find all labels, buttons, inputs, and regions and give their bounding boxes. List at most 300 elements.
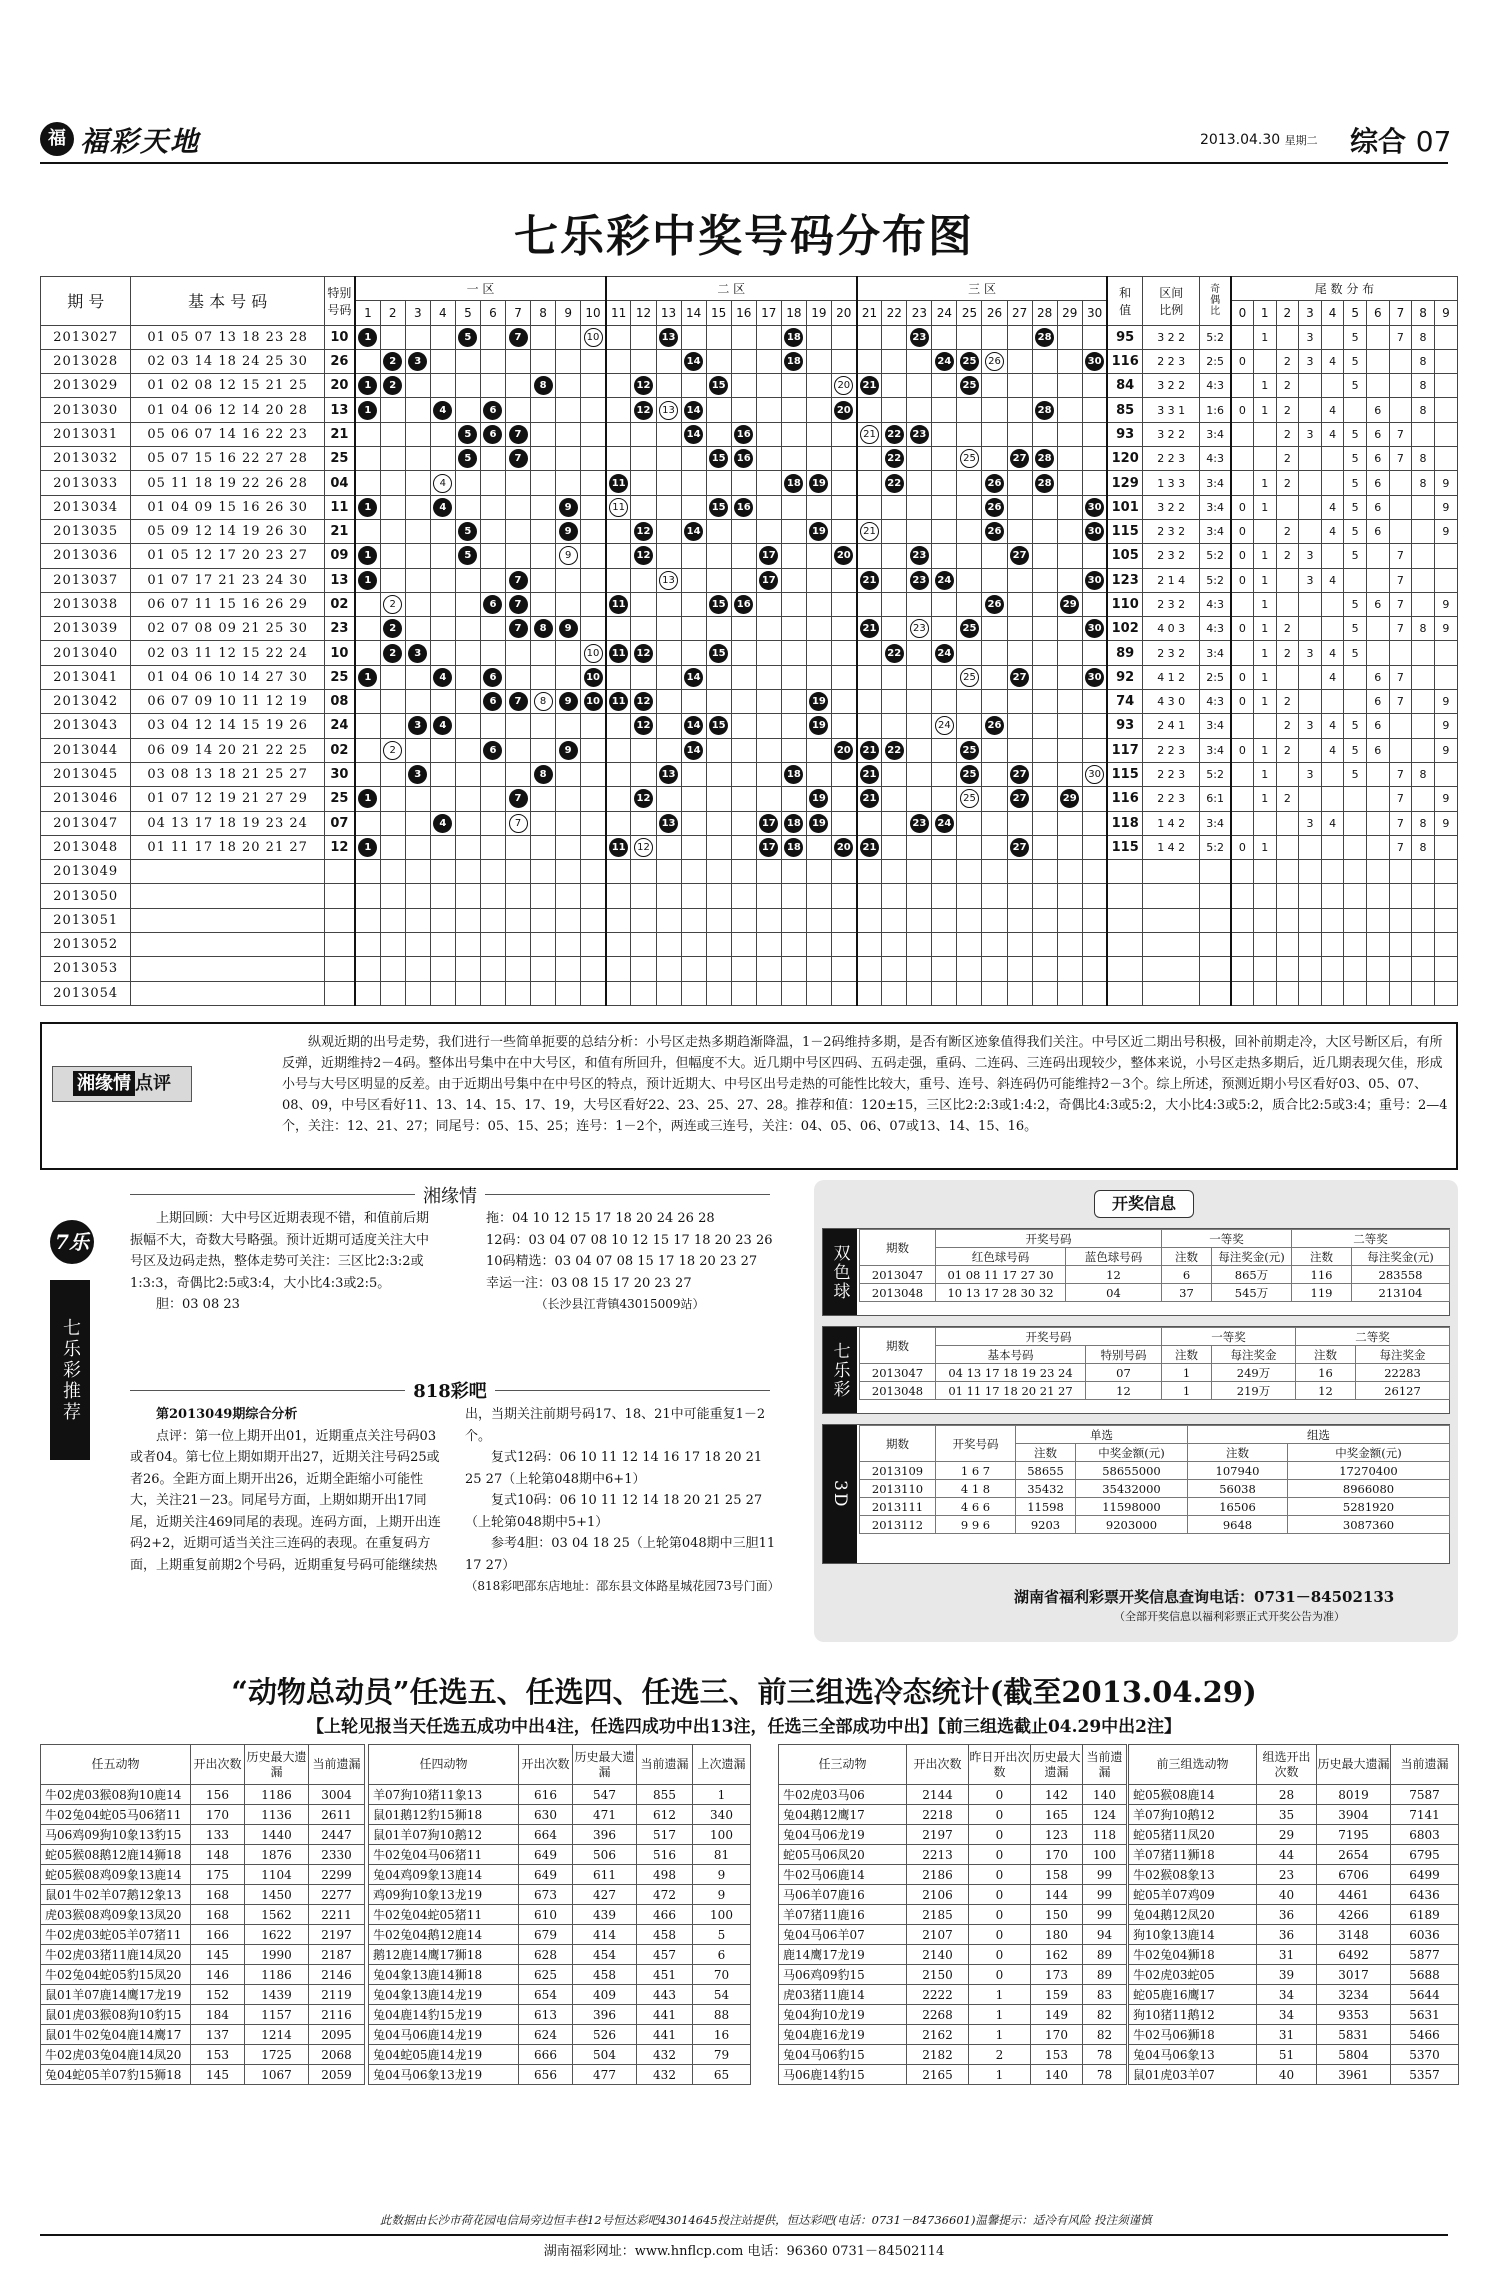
- drawn-ball: 25: [960, 352, 979, 371]
- cold-value: 99: [1083, 1865, 1127, 1885]
- cold-value: 34: [1257, 1985, 1317, 2005]
- masthead: [0, 0, 1488, 160]
- cold-value: 158: [1031, 1865, 1083, 1885]
- cold-value: 9: [693, 1865, 751, 1885]
- drawn-ball: 7: [509, 425, 528, 444]
- cold-value: 2185: [907, 1905, 969, 1925]
- cold-value: 162: [1031, 1945, 1083, 1965]
- cold-value: 1186: [245, 1965, 309, 1985]
- grid-row: [41, 860, 1458, 884]
- kj-cell: 1: [1162, 1382, 1212, 1400]
- special-number: 24: [324, 714, 355, 738]
- sum-value: 101: [1107, 495, 1142, 519]
- drawn-ball: 22: [885, 741, 904, 760]
- cold-row: [41, 2005, 365, 2025]
- cold-value: 89: [1083, 1945, 1127, 1965]
- drawn-ball: 12: [634, 546, 653, 565]
- special-ball: 24: [935, 716, 954, 735]
- sum-value: 123: [1107, 568, 1142, 592]
- cold-value: 168: [191, 1905, 245, 1925]
- cold-value: 100: [693, 1825, 751, 1845]
- drawn-ball: 27: [1010, 546, 1029, 565]
- period: 2013028: [41, 349, 131, 373]
- cold-header: 开出次数: [191, 1745, 245, 1785]
- cold-row: [369, 2025, 751, 2045]
- drawn-ball: 26: [985, 716, 1004, 735]
- cold-value: 89: [1083, 1965, 1127, 1985]
- drawn-ball: 20: [834, 838, 853, 857]
- zone-ratio: 3 3 1: [1142, 398, 1200, 422]
- special-ball: 25: [960, 449, 979, 468]
- special-ball: 21: [860, 425, 879, 444]
- kj-sub-header: 每注奖金(元): [1352, 1248, 1450, 1266]
- kj-sub-header: 特别号码: [1086, 1346, 1162, 1364]
- cold-row: [779, 1885, 1127, 1905]
- animal-combo: 兔04马06鹿14龙19: [369, 2025, 519, 2045]
- grid-row: 2013048 01 11 17 18 20 21 27 12 1 11 12 17 18 20 21 27 115 1 4 2 5:2 0 1 7 8: [41, 835, 1458, 859]
- special-number: 20: [324, 374, 355, 398]
- col-tail-digit: 1: [1253, 301, 1276, 325]
- cold-stats-subtitle: 【上轮见报当天任选五成功中出4注，任选四成功中出13注，任选三全部成功中出】【前三组选截止04.29中出2注】: [306, 1717, 1182, 1737]
- zone-ratio: 2 2 3: [1142, 787, 1200, 811]
- basic-numbers: 06 07 11 15 16 26 29: [131, 592, 324, 616]
- grid-row: [41, 957, 1458, 981]
- cold-value: 5370: [1391, 2045, 1459, 2065]
- cold-row: [1129, 2045, 1459, 2065]
- grid-row: [41, 981, 1458, 1005]
- special-ball: 20: [834, 376, 853, 395]
- zone-ratio: 3 2 2: [1142, 374, 1200, 398]
- drawn-ball: 19: [809, 692, 828, 711]
- cold-value: 153: [1031, 2045, 1083, 2065]
- cold-value: 2654: [1317, 1845, 1391, 1865]
- odd-even-ratio: 2:5: [1200, 665, 1231, 689]
- basic-numbers: 05 07 15 16 22 27 28: [131, 447, 324, 471]
- cold-value: 673: [519, 1885, 573, 1905]
- cold-value: 6795: [1391, 1845, 1459, 1865]
- animal-combo: 马06鸡09豹15: [779, 1965, 907, 1985]
- basic-numbers: 01 05 12 17 20 23 27: [131, 544, 324, 568]
- basic-numbers: 05 11 18 19 22 26 28: [131, 471, 324, 495]
- cold-value: 34: [1257, 2005, 1317, 2025]
- kj-cell: 37: [1162, 1284, 1212, 1302]
- cold-value: 624: [519, 2025, 573, 2045]
- cold-value: 82: [1083, 2005, 1127, 2025]
- cold-header: 上次遗漏: [693, 1745, 751, 1785]
- drawn-ball: 21: [860, 838, 879, 857]
- basic-numbers: [131, 933, 324, 957]
- cold-table-ren3: [778, 1744, 1127, 2085]
- drawn-ball: 10: [584, 668, 603, 687]
- col-num: 27: [1007, 301, 1032, 325]
- drawn-ball: 7: [509, 571, 528, 590]
- cold-value: 454: [573, 1945, 637, 1965]
- drawn-ball: 18: [784, 474, 803, 493]
- drawn-ball: 11: [609, 838, 628, 857]
- cold-value: 2211: [309, 1905, 365, 1925]
- odd-even-ratio: 4:3: [1200, 447, 1231, 471]
- cold-value: 2186: [907, 1865, 969, 1885]
- cold-value: 1562: [245, 1905, 309, 1925]
- grid-row: 2013027 01 05 07 13 18 23 28 10 1 5 7 10 13 18 23 28 95 3 2 2 5:2 1 3 5 7 8: [41, 325, 1458, 349]
- basic-numbers: 02 03 11 12 15 22 24: [131, 641, 324, 665]
- cold-row: [41, 1905, 365, 1925]
- drawn-ball: 8: [534, 376, 553, 395]
- cold-value: 2197: [907, 1825, 969, 1845]
- cold-value: 100: [1083, 1845, 1127, 1865]
- kj-cell: 5281920: [1288, 1498, 1450, 1516]
- grid-row: 2013030 01 04 06 12 14 20 28 13 1 4 6 12 13 14 20 28 85 3 3 1 1:6 0 1 2 4 6 8: [41, 398, 1458, 422]
- animal-combo: 牛02兔04狮18: [1129, 1945, 1257, 1965]
- drawn-ball: 1: [358, 498, 377, 517]
- drawn-ball: 12: [634, 692, 653, 711]
- cold-value: 140: [1031, 2065, 1083, 2085]
- animal-combo: 鼠01鹅12豹15狮18: [369, 1805, 519, 1825]
- grid-row: 2013037 01 07 17 21 23 24 30 13 1 7 13 17 21 23 24 30 123 2 1 4 5:2 0 1 3 4 7: [41, 568, 1458, 592]
- cold-value: 168: [191, 1885, 245, 1905]
- zone-ratio: [1142, 884, 1200, 908]
- drawn-ball: 27: [1010, 789, 1029, 808]
- cold-value: 2277: [309, 1885, 365, 1905]
- animal-combo: 马06羊07鹿16: [779, 1885, 907, 1905]
- cold-row: [779, 1845, 1127, 1865]
- cold-value: 1: [969, 2025, 1031, 2045]
- animal-combo: 羊07狗10鹅12: [1129, 1805, 1257, 1825]
- drawn-ball: 6: [483, 595, 502, 614]
- cold-value: 148: [191, 1845, 245, 1865]
- kj-cell: 119: [1292, 1284, 1352, 1302]
- cold-row: [41, 1965, 365, 1985]
- animal-combo: 马06鸡09狗10象13豹15: [41, 1825, 191, 1845]
- animal-combo: 狗10猪11鹅12: [1129, 2005, 1257, 2025]
- footer: 湖南福彩网址：www.hnflcp.com 电话：96360 0731－84502114: [543, 2244, 945, 2259]
- special-ball: 12: [634, 838, 653, 857]
- cold-row: [1129, 1885, 1459, 1905]
- kj-cell: 1: [1162, 1364, 1212, 1382]
- cold-value: 1990: [245, 1945, 309, 1965]
- sum-value: [1107, 860, 1142, 884]
- drawn-ball: 5: [458, 546, 477, 565]
- drawn-ball: 30: [1085, 498, 1104, 517]
- odd-even-ratio: 4:3: [1200, 592, 1231, 616]
- cold-value: 4266: [1317, 1905, 1391, 1925]
- drawn-ball: 2: [383, 352, 402, 371]
- cold-row: [1129, 1785, 1459, 1805]
- kj-cell: 56038: [1188, 1480, 1288, 1498]
- col-special: 特别 号码: [324, 277, 355, 326]
- animal-combo: 蛇05猴08鹅12鹿14狮18: [41, 1845, 191, 1865]
- period: 2013037: [41, 568, 131, 592]
- cold-row: [779, 1965, 1127, 1985]
- drawn-ball: 5: [458, 425, 477, 444]
- cold-row: [779, 1905, 1127, 1925]
- grid-row: 2013031 05 06 07 14 16 22 23 21 5 6 7 14 16 21 22 23 93 3 2 2 3:4 2 3 4 5 6 7: [41, 422, 1458, 446]
- special-number: [324, 860, 355, 884]
- cold-row: [1129, 1925, 1459, 1945]
- cold-value: 0: [969, 1785, 1031, 1805]
- period: 2013050: [41, 884, 131, 908]
- cold-value: 409: [573, 1985, 637, 2005]
- animal-combo: 蛇05猪11凤20: [1129, 1825, 1257, 1845]
- cold-value: 441: [637, 2025, 693, 2045]
- animal-combo: 鼠01羊07狗10鹅12: [369, 1825, 519, 1845]
- drawn-ball: 27: [1010, 668, 1029, 687]
- animal-combo: 牛02兔04蛇05猪11: [369, 1905, 519, 1925]
- drawn-ball: 3: [408, 352, 427, 371]
- cold-header: 当前遗漏: [309, 1745, 365, 1785]
- cold-value: 628: [519, 1945, 573, 1965]
- animal-combo: 蛇05猴08鸡09象13鹿14: [41, 1865, 191, 1885]
- cold-value: 0: [969, 1805, 1031, 1825]
- recommendation-label: 七乐彩推荐: [50, 1280, 90, 1460]
- special-ball: 4: [433, 474, 452, 493]
- drawn-ball: 19: [809, 789, 828, 808]
- col-basic: 基 本 号 码: [131, 277, 324, 326]
- drawn-ball: 3: [408, 644, 427, 663]
- grid-row: 2013036 01 05 12 17 20 23 27 09 1 5 9 12 17 20 23 27 105 2 3 2 5:2 0 1 2 3 5 7: [41, 544, 1458, 568]
- special-number: 10: [324, 325, 355, 349]
- col-num: 28: [1032, 301, 1057, 325]
- drawn-ball: 30: [1085, 668, 1104, 687]
- kj-row: [860, 1480, 1450, 1498]
- cold-value: 2447: [309, 1825, 365, 1845]
- zone-ratio: [1142, 981, 1200, 1005]
- animal-combo: 牛02虎03猪11鹿14凤20: [41, 1945, 191, 1965]
- drawn-ball: 17: [759, 546, 778, 565]
- drawn-ball: 21: [860, 741, 879, 760]
- sum-value: 116: [1107, 787, 1142, 811]
- basic-numbers: 02 03 14 18 24 25 30: [131, 349, 324, 373]
- animal-combo: 蛇05鹿16鹰17: [1129, 1985, 1257, 2005]
- drawn-ball: 4: [433, 668, 452, 687]
- animal-combo: 虎03猴08鸡09象13凤20: [41, 1905, 191, 1925]
- zone-ratio: 2 3 2: [1142, 641, 1200, 665]
- cold-value: 504: [573, 2045, 637, 2065]
- special-number: 13: [324, 398, 355, 422]
- kj-sub-header: 注数: [1016, 1444, 1076, 1462]
- col-num: 9: [556, 301, 581, 325]
- kj-sub-header: 每注奖金: [1356, 1346, 1450, 1364]
- cold-value: 7141: [1391, 1805, 1459, 1825]
- cold-value: 427: [573, 1885, 637, 1905]
- brand-name: 福彩天地: [80, 125, 201, 158]
- cold-value: 625: [519, 1965, 573, 1985]
- animal-combo: 兔04蛇05羊07豹15狮18: [41, 2065, 191, 2085]
- cold-value: 36: [1257, 1905, 1317, 1925]
- cold-value: 88: [693, 2005, 751, 2025]
- cold-value: 0: [969, 1825, 1031, 1845]
- kj-cell: 10 13 17 28 30 32: [936, 1284, 1066, 1302]
- cold-value: 1450: [245, 1885, 309, 1905]
- cold-value: 28: [1257, 1785, 1317, 1805]
- cold-row: [369, 1845, 751, 1865]
- period: 2013046: [41, 787, 131, 811]
- cold-value: 6036: [1391, 1925, 1459, 1945]
- kj-cell: 12: [1296, 1382, 1356, 1400]
- kj-row: [860, 1266, 1450, 1284]
- cold-value: 5357: [1391, 2065, 1459, 2085]
- cold-row: [1129, 1985, 1459, 2005]
- period: 2013053: [41, 957, 131, 981]
- kj-cell: 2013111: [860, 1498, 936, 1516]
- animal-combo: 鼠01虎03羊07: [1129, 2065, 1257, 2085]
- kj-cell: 35432: [1016, 1480, 1076, 1498]
- drawn-ball: 14: [684, 522, 703, 541]
- sum-value: 117: [1107, 738, 1142, 762]
- grid-row: 2013034 01 04 09 15 16 26 30 11 1 4 9 11 15 16 26 30 101 3 2 2 3:4 0 1 4 5 6 9: [41, 495, 1458, 519]
- kj-cell: 11598000: [1076, 1498, 1188, 1516]
- kj-cell: 9648: [1188, 1516, 1288, 1534]
- sum-value: 95: [1107, 325, 1142, 349]
- zone-ratio: 1 4 2: [1142, 835, 1200, 859]
- odd-even-ratio: [1200, 981, 1231, 1005]
- drawn-ball: 5: [458, 522, 477, 541]
- drawn-ball: 12: [634, 401, 653, 420]
- special-number: 08: [324, 690, 355, 714]
- cold-value: 180: [1031, 1925, 1083, 1945]
- drawn-ball: 16: [734, 449, 753, 468]
- cold-value: 432: [637, 2045, 693, 2065]
- drawn-ball: 30: [1085, 571, 1104, 590]
- cold-stats-note: 此数据由长沙市荷花园电信局旁边恒丰巷12号恒达彩吧43014645投注站提供，恒达彩吧(电话：0731－84736601)温馨提示：适冷有风险 投注须谨慎: [380, 2213, 1152, 2227]
- cold-row: [779, 1865, 1127, 1885]
- drawn-ball: 24: [935, 571, 954, 590]
- cold-value: 142: [1031, 1785, 1083, 1805]
- cold-value: 396: [573, 2005, 637, 2025]
- drawn-ball: 7: [509, 595, 528, 614]
- cold-row: [1129, 1905, 1459, 1925]
- odd-even-ratio: 3:4: [1200, 714, 1231, 738]
- drawn-ball: 8: [534, 765, 553, 784]
- basic-numbers: [131, 884, 324, 908]
- cold-stats-title: “动物总动员”任选五、任选四、任选三、前三组选冷态统计(截至2013.04.29): [231, 1675, 1257, 1709]
- sum-value: 102: [1107, 617, 1142, 641]
- odd-even-ratio: [1200, 884, 1231, 908]
- cold-row: [41, 1845, 365, 1865]
- d3-box: 3D 期数 开奖号码 单选 组选 注数 中奖金额(元) 注数 中奖金额(元) 2013109 1 6 7 58655 58655000 107940 17270400 2013110 4 1 8 35432 35432000 56038 8966080 2013111 4 6 6 11598 11598000 16506 5281920 2013112 9 9 6 9203 9203000 9648 3087360: [822, 1424, 1450, 1564]
- drawn-ball: 15: [709, 449, 728, 468]
- ssq-box: 双色球 期数 开奖号码 一等奖 二等奖 红色球号码 蓝色球号码 注数 每注奖金(元) 注数 每注奖金(元) 2013047 01 08 11 17 27 30 12 6 865万 116 283558 2013048 10 13 17 28 30 32 04 37 545万 119 213104: [822, 1228, 1450, 1316]
- special-ball: 9: [559, 546, 578, 565]
- col-num: 21: [857, 301, 882, 325]
- basic-numbers: 04 13 17 18 19 23 24: [131, 811, 324, 835]
- drawn-ball: 6: [483, 668, 502, 687]
- cold-value: 6706: [1317, 1865, 1391, 1885]
- drawn-ball: 1: [358, 789, 377, 808]
- kj-cell: 11598: [1016, 1498, 1076, 1516]
- cold-value: 36: [1257, 1925, 1317, 1945]
- cold-value: 159: [1031, 1985, 1083, 2005]
- cold-row: [41, 2025, 365, 2045]
- cold-value: 0: [969, 1945, 1031, 1965]
- kj-group-header: 二等奖: [1292, 1230, 1450, 1248]
- cold-value: 94: [1083, 1925, 1127, 1945]
- basic-numbers: 02 07 08 09 21 25 30: [131, 617, 324, 641]
- period: 2013027: [41, 325, 131, 349]
- cold-value: 656: [519, 2065, 573, 2085]
- drawn-ball: 27: [1010, 838, 1029, 857]
- grid-row: 2013035 05 09 12 14 19 26 30 21 5 9 12 14 19 21 26 30 115 2 3 2 3:4 0 2 4 5 6 9: [41, 519, 1458, 543]
- drawn-ball: 28: [1035, 449, 1054, 468]
- issue-date: 2013.04.30 星期二: [1200, 132, 1318, 148]
- odd-even-ratio: 4:3: [1200, 617, 1231, 641]
- zone-ratio: 2 2 3: [1142, 447, 1200, 471]
- grid-row: 2013028 02 03 14 18 24 25 30 26 2 3 14 18 24 25 26 30 116 2 2 3 2:5 0 2 3 4 5 8: [41, 349, 1458, 373]
- col-num: 8: [531, 301, 556, 325]
- kj-group-header: 单选: [1016, 1426, 1188, 1444]
- kj-cell: 249万: [1212, 1364, 1296, 1382]
- cold-value: 3234: [1317, 1985, 1391, 2005]
- cold-value: 2106: [907, 1885, 969, 1905]
- cold-value: 79: [693, 2045, 751, 2065]
- period: 2013042: [41, 690, 131, 714]
- kj-cell: 58655: [1016, 1462, 1076, 1480]
- kj-group-header: 一等奖: [1162, 1230, 1292, 1248]
- cold-value: 2218: [907, 1805, 969, 1825]
- sum-value: 93: [1107, 714, 1142, 738]
- cold-row: [779, 2025, 1127, 2045]
- cold-value: 173: [1031, 1965, 1083, 1985]
- cold-value: 2146: [309, 1965, 365, 1985]
- special-number: [324, 957, 355, 981]
- drawn-ball: 14: [684, 352, 703, 371]
- drawn-ball: 23: [910, 425, 929, 444]
- cold-value: 517: [637, 1825, 693, 1845]
- zone-ratio: 1 3 3: [1142, 471, 1200, 495]
- period: 2013031: [41, 422, 131, 446]
- cold-value: 0: [969, 1965, 1031, 1985]
- col-tail-digit: 7: [1389, 301, 1412, 325]
- cold-row: [41, 2065, 365, 2085]
- cold-value: 1067: [245, 2065, 309, 2085]
- cold-value: 439: [573, 1905, 637, 1925]
- drawn-ball: 21: [860, 619, 879, 638]
- special-ball: 25: [960, 789, 979, 808]
- drawn-ball: 16: [734, 425, 753, 444]
- cold-value: 65: [693, 2065, 751, 2085]
- kj-cell: 58655000: [1076, 1462, 1188, 1480]
- cold-value: 443: [637, 1985, 693, 2005]
- period: 2013054: [41, 981, 131, 1005]
- cold-row: [779, 2065, 1127, 2085]
- special-number: 21: [324, 422, 355, 446]
- animal-combo: 鹿14鹰17龙19: [779, 1945, 907, 1965]
- basic-numbers: [131, 860, 324, 884]
- basic-numbers: 05 06 07 14 16 22 23: [131, 422, 324, 446]
- grid-row: 2013033 05 11 18 19 22 26 28 04 4 11 18 19 22 26 28 129 1 3 3 3:4 1 2 5 6 8 9: [41, 471, 1458, 495]
- drawn-ball: 1: [358, 401, 377, 420]
- animal-combo: 牛02兔04马06猪11: [369, 1845, 519, 1865]
- kj-cell: 2013109: [860, 1462, 936, 1480]
- kj-sub-header: 注数: [1188, 1444, 1288, 1462]
- cold-value: 477: [573, 2065, 637, 2085]
- special-number: [324, 981, 355, 1005]
- zone-ratio: 3 2 2: [1142, 495, 1200, 519]
- animal-combo: 牛02虎03猴08狗10鹿14: [41, 1785, 191, 1805]
- kj-cell: 219万: [1212, 1382, 1296, 1400]
- cold-value: 123: [1031, 1825, 1083, 1845]
- drawn-ball: 30: [1085, 522, 1104, 541]
- drawn-ball: 17: [759, 838, 778, 857]
- cold-row: [369, 1925, 751, 1945]
- kj-sub-header: 红色球号码: [936, 1248, 1066, 1266]
- cold-value: 166: [191, 1925, 245, 1945]
- zone-ratio: 2 3 2: [1142, 519, 1200, 543]
- cold-value: 35: [1257, 1805, 1317, 1825]
- odd-even-ratio: 1:6: [1200, 398, 1231, 422]
- cold-row: [779, 2005, 1127, 2025]
- kj-cell: 16: [1296, 1364, 1356, 1382]
